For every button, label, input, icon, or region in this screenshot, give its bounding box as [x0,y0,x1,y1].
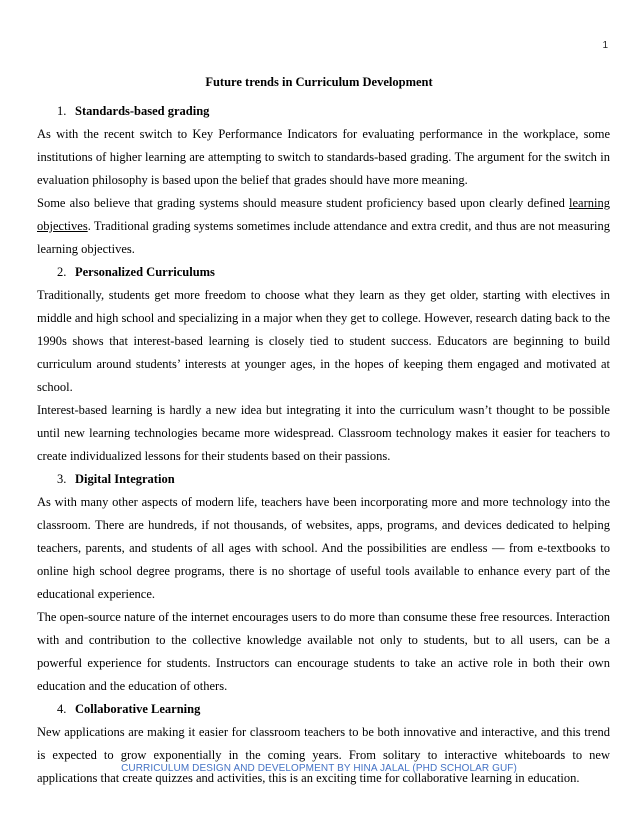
document-body [37,100,610,790]
section-title: Standards-based grading [75,104,210,118]
section-heading-standards-based-grading [37,100,610,123]
section-heading-digital-integration [37,468,610,491]
paragraph: The open-source nature of the internet encourages users to do more than consume these free resources. Interaction with and contribution to the collective knowledge available not only to students, but to all users, can be a powerful experience for students. Instructors can encourage students to take an active role in both their own education and the education of others. [37,610,610,693]
section-title: Digital Integration [75,472,175,486]
section-number: 1. [57,104,67,118]
section-number: 2. [57,265,67,279]
page-footer: CURRICULUM DESIGN AND DEVELOPMENT BY HINA JALAL (PHD SCHOLAR GUF) [121,763,517,774]
document-title: Future trends in Curriculum Development [205,75,433,89]
paragraph-text: . Traditional grading systems sometimes include attendance and extra credit, and thus are not measuring learning objectives. [37,219,610,256]
section-title: Collaborative Learning [75,702,201,716]
learning-objectives-link[interactable]: learning objectives [37,196,610,233]
section-heading-collaborative-learning [37,698,610,721]
page-number: 1 [602,40,608,51]
section-number: 4. [57,702,67,716]
paragraph: Interest-based learning is hardly a new idea but integrating it into the curriculum wasn’t thought to be possible until new learning technologies became more widespread. Classroom technology makes it easier for teachers to create individualized lessons for their students based on their passions. [37,403,610,463]
paragraph: Traditionally, students get more freedom to choose what they learn as they get older, starting with electives in middle and high school and specializing in a major when they get to college. However, research dating back to the 1990s shows that interest-based learning is closely tied to student success. Educators are beginning to build curriculum around students’ interests at younger ages, in the hopes of keeping them engaged and motivated at school. [37,288,610,394]
paragraph: As with many other aspects of modern life, teachers have been incorporating more and more technology into the classroom. There are hundreds, if not thousands, of websites, apps, programs, and devices dedicated to helping teachers, parents, and students of all ages with school. And the possibilities are endless — from e-textbooks to online high school degree programs, there is no shortage of useful tools available to enhance every part of the educational experience. [37,495,610,601]
paragraph-text: Some also believe that grading systems should measure student proficiency based upon clearly defined [37,196,570,210]
paragraph: As with the recent switch to Key Performance Indicators for evaluating performance in the workplace, some institutions of higher learning are attempting to switch to standards-based grading. The argument for the switch in evaluation philosophy is based upon the belief that grades should have more meaning. [37,127,610,187]
section-heading-personalized-curriculums [37,261,610,284]
paragraph: New applications are making it easier for classroom teachers to be both innovative and interactive, and this trend is expected to grow exponentially in the coming years. From solitary to interactive whiteboards to new applications that create quizzes and activities, this is an exciting time for collaborative learning in education. [37,725,610,785]
section-number: 3. [57,472,67,486]
section-title: Personalized Curriculums [75,265,215,279]
paragraph [37,192,610,261]
